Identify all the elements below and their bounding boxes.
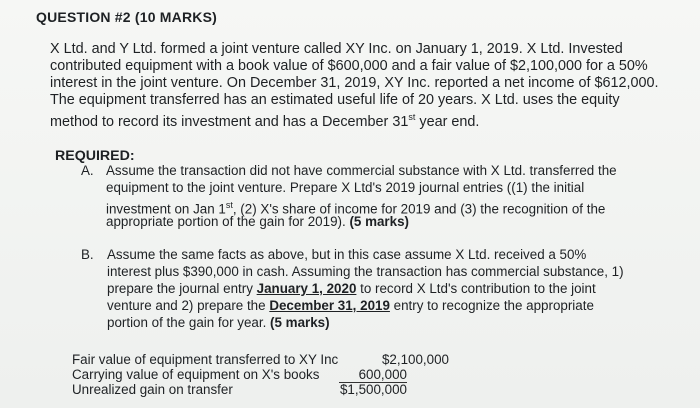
part-b-line-2: interest plus $390,000 in cash. Assuming the transaction has commercial substance, 1) xyxy=(107,264,624,279)
part-a-letter: A. xyxy=(81,163,94,178)
part-b-marks: (5 marks) xyxy=(270,315,330,330)
table-row-3-label: Unrealized gain on transfer xyxy=(72,382,233,397)
part-a-line-1: Assume the transaction did not have commercial substance with X Ltd. transferred the xyxy=(106,163,617,178)
table-row-1-label: Fair value of equipment transferred to XY Inc xyxy=(72,352,339,367)
part-a-line-3: investment on Jan 1st, (2) X's share of income for 2019 and (3) the recognition of the xyxy=(106,200,606,217)
intro-line-5 xyxy=(50,109,479,131)
part-a-line-2: equipment to the joint venture. Prepare X Ltd's 2019 journal entries ((1) the initial xyxy=(106,180,585,195)
part-b-line-4b: entry to recognize the appropriate xyxy=(393,298,594,313)
required-label: REQUIRED: xyxy=(55,148,135,164)
table-row-1-value: $2,100,000 xyxy=(381,352,449,367)
intro-line-1: X Ltd. and Y Ltd. formed a joint venture called XY Inc. on January 1, 2019. X Ltd. Invested xyxy=(50,41,623,57)
part-b-line-3a: prepare the journal entry xyxy=(107,281,253,296)
part-b-line-4a: venture and 2) prepare the xyxy=(107,298,266,313)
intro-line-2: contributed equipment with a book value of $600,000 and a fair value of $2,100,000 for a 50% xyxy=(50,58,648,74)
part-b-line-3 xyxy=(107,281,596,298)
intro-line-3: interest in the joint venture. On December 31, 2019, XY Inc. reported a net income of $612,000. xyxy=(50,75,659,91)
part-b-letter: B. xyxy=(81,247,94,262)
part-b-date-2: December 31, 2019 xyxy=(269,298,390,313)
part-b-line-5-text: portion of the gain for year. xyxy=(107,315,267,330)
intro-line-4: The equipment transferred has an estimated useful life of 20 years. X Ltd. uses the equity xyxy=(50,92,620,108)
part-a-line-4-text: appropriate portion of the gain for 2019). xyxy=(106,214,346,229)
part-a-line-4 xyxy=(106,214,409,231)
table-row-3-value: $1,500,000 xyxy=(339,382,407,397)
question-title: QUESTION #2 (10 MARKS) xyxy=(36,9,217,25)
table-row-2-label: Carrying value of equipment on X's books xyxy=(72,367,320,382)
part-b-line-4 xyxy=(107,298,594,315)
intro-line-5-text: method to record its investment and has a December 31st year end. xyxy=(50,112,480,130)
table-row-2-value: 600,000 xyxy=(358,367,407,382)
part-b-date-1: January 1, 2020 xyxy=(256,281,357,296)
part-b-line-5 xyxy=(107,315,330,332)
part-b-line-1: Assume the same facts as above, but in this case assume X Ltd. received a 50% xyxy=(107,247,587,262)
part-b-line-3b: to record X Ltd's contribution to the joint xyxy=(360,281,596,296)
part-a-marks: (5 marks) xyxy=(349,214,409,229)
